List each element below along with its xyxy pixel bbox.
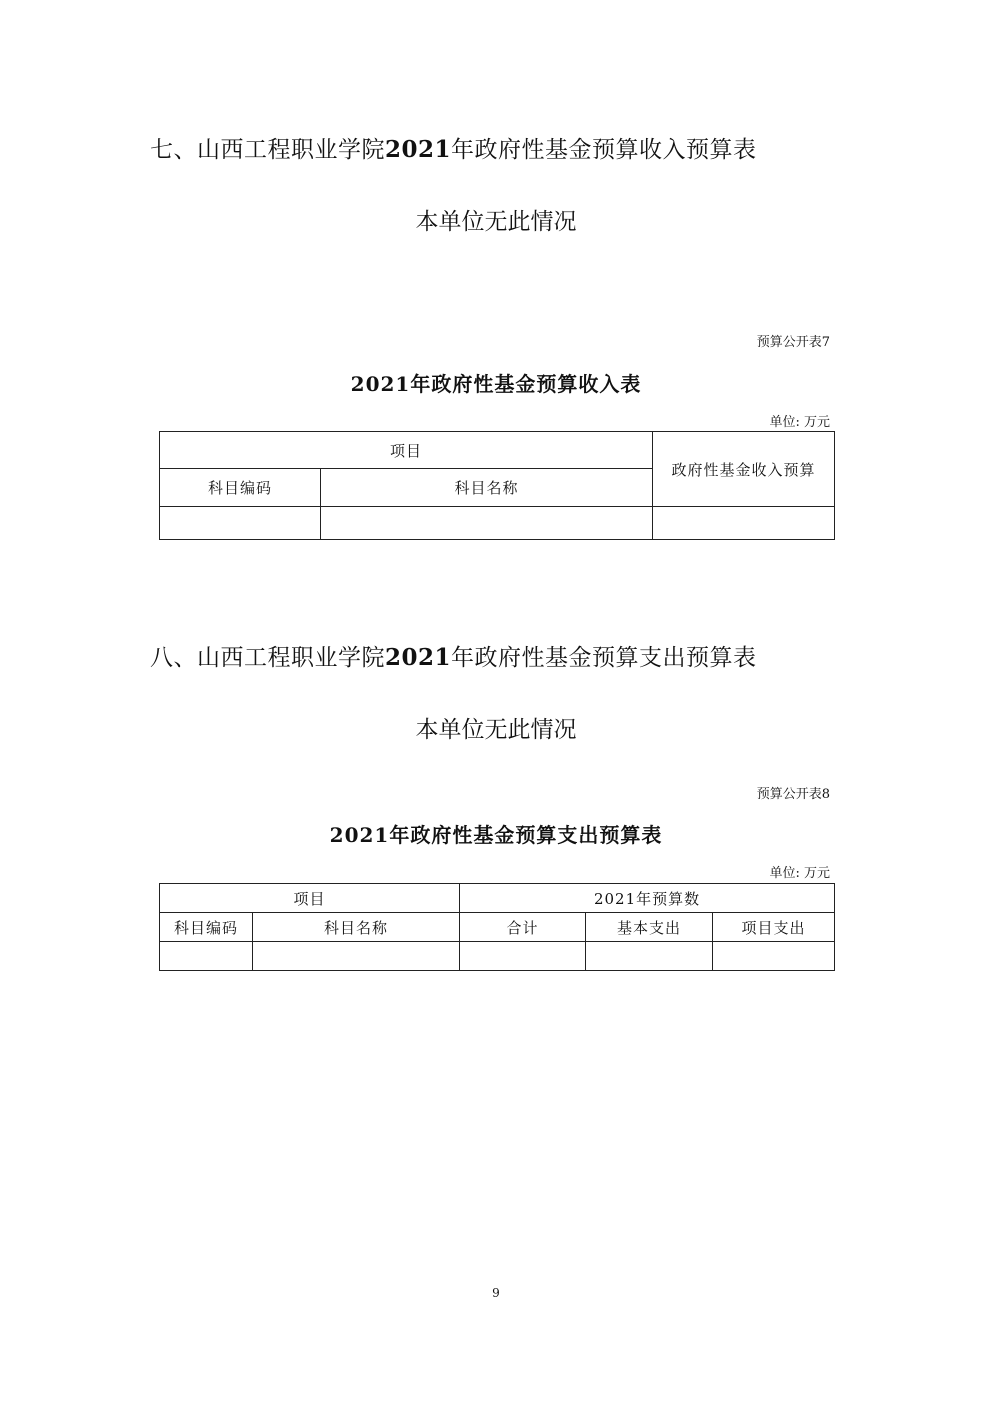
- table-8-title: 2021年政府性基金预算支出预算表: [329, 823, 663, 847]
- table-8-cell-code: [160, 942, 253, 971]
- table-7-unit: 单位: 万元: [769, 415, 830, 430]
- form-number-7: 预算公开表7: [756, 335, 830, 350]
- section-7-no-data: 本单位无此情况: [415, 209, 577, 235]
- table-7-header-item: 项目: [160, 432, 653, 469]
- table-7-header-code: 科目编码: [160, 469, 321, 507]
- table-8-cell-project: [713, 942, 835, 971]
- table-8-cell-total: [460, 942, 586, 971]
- section-8-no-data: 本单位无此情况: [415, 717, 577, 743]
- table-8-header-total: 合计: [460, 913, 586, 942]
- table-7-cell-name: [321, 507, 653, 540]
- table-8-unit: 单位: 万元: [769, 866, 830, 881]
- section-7-heading: [150, 131, 757, 164]
- section-7-heading-suffix: 年政府性基金预算收入预算表: [451, 137, 757, 163]
- table-8: [159, 883, 835, 971]
- table-7-title: 2021年政府性基金预算收入表: [350, 372, 642, 396]
- section-7-heading-year: 2021: [385, 136, 452, 163]
- section-8-heading-year: 2021: [385, 644, 452, 671]
- section-8-heading-prefix: 八、山西工程职业学院: [150, 645, 385, 671]
- table-7-cell-amount: [653, 507, 835, 540]
- table-7-header-amount: 政府性基金收入预算: [653, 432, 835, 507]
- table-8-header-item: 项目: [160, 884, 460, 913]
- table-7-cell-code: [160, 507, 321, 540]
- table-8-header-code: 科目编码: [160, 913, 253, 942]
- table-8-header-budget: 2021年预算数: [460, 884, 835, 913]
- table-8-header-project: 项目支出: [713, 913, 835, 942]
- table-8-header-name: 科目名称: [253, 913, 460, 942]
- table-8-cell-name: [253, 942, 460, 971]
- form-number-8: 预算公开表8: [756, 787, 830, 802]
- table-row: [160, 942, 835, 971]
- section-8-heading-suffix: 年政府性基金预算支出预算表: [451, 645, 757, 671]
- table-7: [159, 431, 835, 540]
- table-row: [160, 507, 835, 540]
- page-number: 9: [492, 1286, 500, 1300]
- section-7-heading-prefix: 七、山西工程职业学院: [150, 137, 385, 163]
- section-8-heading: [150, 639, 757, 672]
- table-7-header-name: 科目名称: [321, 469, 653, 507]
- table-8-header-basic: 基本支出: [586, 913, 713, 942]
- table-8-cell-basic: [586, 942, 713, 971]
